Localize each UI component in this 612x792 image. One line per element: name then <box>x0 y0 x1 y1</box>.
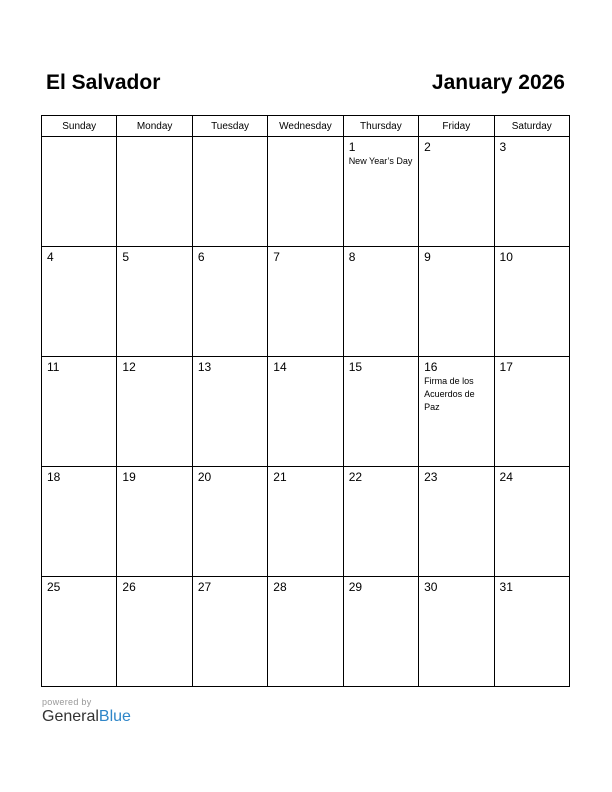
day-cell <box>42 247 117 357</box>
day-cell <box>419 247 494 357</box>
day-number: 7 <box>273 250 280 264</box>
day-cell <box>117 137 192 247</box>
day-cell <box>343 357 418 467</box>
day-cell <box>494 247 569 357</box>
footer-branding <box>42 697 131 726</box>
day-cell <box>192 577 267 687</box>
day-number: 30 <box>424 580 438 594</box>
day-number: 16 <box>424 360 438 374</box>
day-cell <box>268 247 343 357</box>
day-number: 9 <box>424 250 431 264</box>
day-cell <box>117 577 192 687</box>
day-number: 18 <box>47 470 61 484</box>
week-row <box>42 577 570 687</box>
day-number: 2 <box>424 140 431 154</box>
day-number: 1 <box>348 140 356 154</box>
day-number: 6 <box>197 250 205 264</box>
day-number: 4 <box>47 250 54 264</box>
page-title: El Salvador <box>46 71 161 94</box>
day-number: 21 <box>273 470 287 484</box>
day-cell <box>268 357 343 467</box>
day-cell <box>192 357 267 467</box>
day-number: 29 <box>348 580 363 594</box>
day-cell <box>419 467 494 577</box>
calendar-grid <box>41 115 570 687</box>
generalblue-logo[interactable] <box>42 708 131 726</box>
day-cell <box>268 467 343 577</box>
weekday-header: Friday <box>419 116 494 137</box>
day-cell <box>117 357 192 467</box>
day-cell <box>494 357 569 467</box>
day-cell <box>268 137 343 247</box>
weekday-header: Thursday <box>343 116 418 137</box>
day-cell <box>419 357 494 467</box>
day-number: 27 <box>197 580 212 594</box>
weekday-header: Tuesday <box>192 116 267 137</box>
week-row <box>42 467 570 577</box>
day-number: 25 <box>47 580 61 594</box>
day-cell <box>343 577 418 687</box>
day-number: 20 <box>197 470 212 484</box>
logo-word-blue: Blue <box>98 708 131 725</box>
day-cell <box>42 137 117 247</box>
holiday-label: New Year’s Day <box>348 156 413 166</box>
day-number: 12 <box>122 360 136 374</box>
weekday-header: Sunday <box>42 116 117 137</box>
day-number: 23 <box>424 470 438 484</box>
day-number: 14 <box>273 360 287 374</box>
day-number: 5 <box>122 250 130 264</box>
day-number: 10 <box>499 250 513 264</box>
day-cell <box>343 247 418 357</box>
day-cell <box>494 137 569 247</box>
day-cell <box>343 467 418 577</box>
day-cell <box>117 467 192 577</box>
week-row <box>42 357 570 467</box>
month-year-label: January 2026 <box>431 71 565 94</box>
day-number: 11 <box>47 360 60 374</box>
day-number: 19 <box>122 470 136 484</box>
day-cell <box>42 577 117 687</box>
day-cell <box>117 247 192 357</box>
day-cell <box>494 467 569 577</box>
day-number: 15 <box>348 360 363 374</box>
day-number: 17 <box>499 360 513 374</box>
day-cell <box>192 137 267 247</box>
day-number: 28 <box>273 580 287 594</box>
logo-word-general: General <box>42 708 99 725</box>
day-number: 8 <box>348 250 356 264</box>
week-row <box>42 137 570 247</box>
day-cell <box>42 357 117 467</box>
week-row <box>42 247 570 357</box>
day-cell <box>192 247 267 357</box>
day-cell <box>419 577 494 687</box>
day-cell <box>268 577 343 687</box>
day-number: 13 <box>197 360 212 374</box>
day-number: 3 <box>499 140 507 154</box>
day-number: 22 <box>348 470 363 484</box>
day-cell <box>192 467 267 577</box>
holiday-label: Firma de los Acuerdos de Paz <box>424 376 475 412</box>
weekday-header: Saturday <box>494 116 569 137</box>
day-cell <box>494 577 569 687</box>
day-cell <box>419 137 494 247</box>
weekday-header: Monday <box>117 116 192 137</box>
weekday-header: Wednesday <box>268 116 343 137</box>
day-number: 31 <box>499 580 513 594</box>
day-cell <box>343 137 418 247</box>
day-number: 26 <box>122 580 136 594</box>
day-number: 24 <box>499 470 513 484</box>
day-cell <box>42 467 117 577</box>
powered-by-text: powered by <box>42 697 92 707</box>
weekday-header-row <box>42 116 570 137</box>
